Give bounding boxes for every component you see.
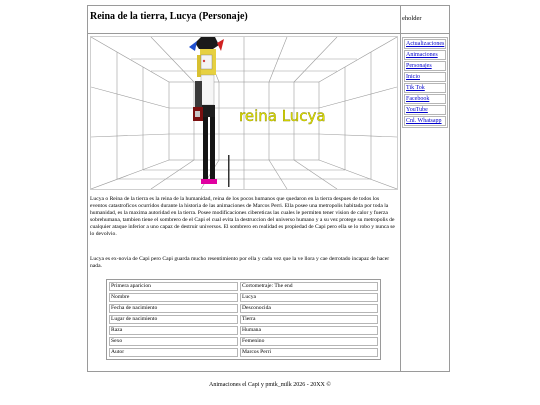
table-cell-key: Lugar de nacimiento: [109, 315, 238, 324]
article-paragraph-2: Lucya es ex-novia de Capi pero Capi guarda mucho resentimiento por ella y cada vez que la ve llora y cae derrotado incapaz de hacer nada.: [90, 256, 390, 269]
sidebar-link-tik-tok[interactable]: Tik Tok: [404, 83, 446, 93]
table-cell-value: Lucya: [240, 293, 378, 302]
sidebar-link-actualizaciones[interactable]: Actualizaciones: [406, 41, 445, 47]
sidebar-link-youtube[interactable]: YouTube: [404, 105, 446, 115]
table-cell-value: Tierra: [240, 315, 378, 324]
table-row: [109, 326, 378, 335]
table-row: [109, 337, 378, 346]
character-info-table: [106, 279, 381, 360]
table-row: [109, 304, 378, 313]
table-cell-key: Raza: [109, 326, 238, 335]
table-cell-value: Humana: [240, 326, 378, 335]
table-cell-key: Autor: [109, 348, 238, 357]
table-row: [109, 348, 378, 357]
page-title: Reina de la tierra, Lucya (Personaje): [90, 11, 248, 22]
sidebar-link-facebook[interactable]: Facebook: [404, 94, 446, 104]
sidebar-link-animaciones[interactable]: Animaciones: [404, 50, 446, 60]
character-illustration: [91, 37, 397, 189]
table-cell-key: Sexo: [109, 337, 238, 346]
table-cell-key: Primera aparicion: [109, 282, 238, 291]
table-cell-key: Nombre: [109, 293, 238, 302]
sidebar-nav: [402, 37, 448, 128]
character-figure: [189, 37, 230, 187]
sidebar-link-cnl-whatsapp[interactable]: Cnl. Whatsapp: [404, 116, 446, 126]
info-table-body: [109, 282, 378, 357]
article-paragraph-1: Lucya o Reina de la tierra es la reina de la humanidad, reina de los pocos humanos que quedaron en la tierra despues de todos los eventos catastroficos ocurridos durante la historia de las animaciones de Marcos Perri. Ella posee una metropolis habitada por toda la humanidad, es la maxima autoridad en la tierra. Posee modificaciones cibereticas las cuales le permiten tener vision de calor y fuerza sobrehumana, tambien tiene el sombrero de el Capi el cual evita la destruccion del universo humano y a su vez protege su metropolis de cualquier ataque inferior a uno capaz de destruir universos. El sombrero en realidad es propiedad de Capi pero ella se lo robo y nunca se lo devolvio.: [90, 196, 395, 237]
table-cell-value: Desconocida: [240, 304, 378, 313]
table-row: [109, 315, 378, 324]
sidebar-link-inicio[interactable]: Inicio: [404, 72, 446, 82]
image-caption: reina Lucya: [239, 107, 326, 125]
table-row: [109, 293, 378, 302]
character-image: [90, 36, 398, 190]
right-header-cell: [401, 5, 450, 34]
footer-text: Animaciones el Capi y pmtk_milk 2026 - 20XX ©: [209, 382, 331, 388]
title-cell: [87, 5, 400, 34]
right-header-placeholder: eholder: [402, 15, 422, 22]
table-cell-key: Fecha de nacimiento: [109, 304, 238, 313]
table-cell-value: Femenino: [240, 337, 378, 346]
table-cell-value: Marcos Perri: [240, 348, 378, 357]
sidebar-link-personajes[interactable]: Personajes: [404, 61, 446, 71]
table-cell-value: Cortometraje: The end: [240, 282, 378, 291]
table-row: [109, 282, 378, 291]
